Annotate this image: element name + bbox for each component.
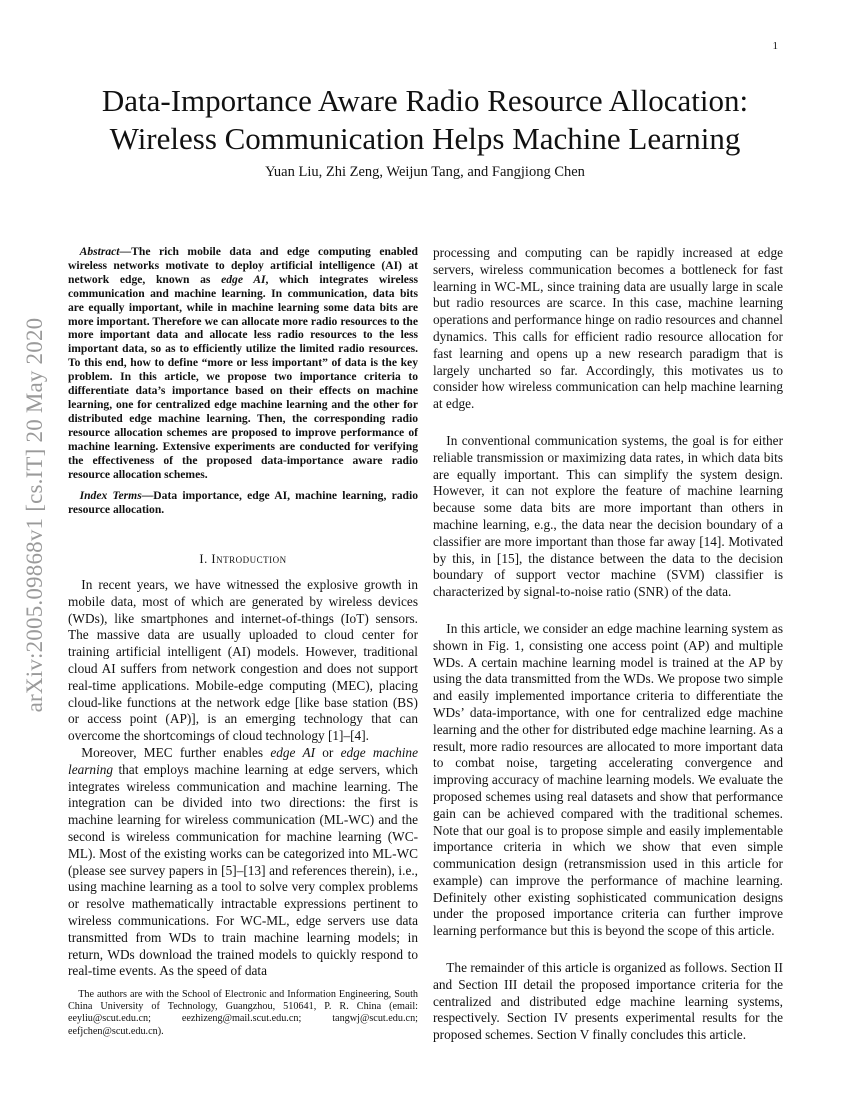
intro-p2-text-c: that employs machine learning at edge servers, which integrates wireless communication and machine learning. The integration can be divided into two directions: the first is machine learning for wireless communication (ML-WC) and the second is wireless communication for machine learning (WC-ML). Most of the existing works can be categorized into ML-WC (please see survey papers in [5]–[13] and references therein), i.e., using machine learning as a tool to solve very complex problems or resolve mathematically intractable expressions pertinent to wireless communications. For WC-ML, edge servers use data transmitted from WDs to train machine learning models; in return, WDs download the trained models to quickly respond to real-time events. As the speed of data [68,761,418,979]
abstract-label: Abstract [79,245,120,258]
arxiv-identifier-text: arXiv:2005.09868v1 [cs.IT] 20 May 2020 [22,317,47,713]
section-number: I. [199,552,212,567]
right-paragraph-3: In this article, we consider an edge machine learning system as shown in Fig. 1, consisting one access point (AP) and multiple WDs. A certain machine learning model is trained at the AP by using the data transmitted from the WDs. We propose two simple and easily implemented importance criteria to differentiate the WDs’ data-importance, with one for centralized edge machine learning and the other for distributed edge machine learning. As a result, more radio resources are allocated to more important data to combat noise, targeting accelerating convergence and improving accuracy of machine learning models. We evaluate the proposed schemes using real datasets and show that performance gain can be achieved compared with the traditional schemes. Note that our goal is to propose simple and easily implementable importance criteria in which we show that even simple communication design (retransmission used in this article for example) can improve the performance of machine learning. Definitely other existing sophisticated communication designs under the proposed importance criteria can further improve learning performance but this is beyond the scope of this article. [433,620,783,939]
intro-paragraph-2 [68,745,418,980]
abstract [68,245,418,481]
arxiv-identifier-stamp [16,265,54,765]
intro-p2-text-b: or [315,744,341,760]
right-paragraph-2: In conventional communication systems, the goal is for either reliable transmission or maximizing data rates, in which data bits are equally important. This can simplify the system design. However, it can not explore the feature of machine learning because some data bits are more important than others in machine learning, e.g., the data near the decision boundary of a classifier are more important than those far away [14]. Motivated by this, in [15], the distance between the data to the decision boundary of support vector machine (SVM) classifier is characterized by signal-to-noise ratio (SNR) of the data. [433,432,783,600]
left-column [68,245,418,980]
right-paragraph-4: The remainder of this article is organized as follows. Section II and Section III detail the proposed importance criteria for the centralized and distributed edge machine learning systems, respectively. Section IV presents experimental results for the proposed schemes. Section V finally concludes this article. [433,960,783,1043]
index-terms-text: —Data importance, edge AI, machine learning, radio resource allocation. [68,489,418,517]
intro-p2-text-a: Moreover, MEC further enables [81,744,271,760]
paper-title-line-1: Data-Importance Aware Radio Resource Allocation: [101,83,749,118]
paper-title-line-2: Wireless Communication Helps Machine Learning [109,121,741,156]
index-terms [68,489,418,517]
author-list: Yuan Liu, Zhi Zeng, Weijun Tang, and Fangjiong Chen [265,164,585,180]
right-column [433,245,783,1064]
intro-paragraph-1: In recent years, we have witnessed the explosive growth in mobile data, most of which are generated by wireless devices (WDs), like smartphones and internet-of-things (IoT) sensors. The massive data are usually uploaded to cloud center for training artificial intelligent (AI) models. However, traditional cloud AI suffers from network congestion and does not support real-time applications. Mobile-edge computing (MEC), placing cloud-like functions at the network edge [like base station (BS) or access point (AP)], is an emerging technology that can overcome the shortcomings of cloud technology [1]–[4]. [68,577,418,744]
section-title: Introduction [211,552,287,567]
section-heading-introduction [68,551,418,568]
intro-p2-edge-ml: edge machine learning [68,744,418,777]
author-affiliation-footnote: The authors are with the School of Electronic and Information Engineering, South China University of Technology, Guangzhou, 510641, P. R. China (email: eeyliu@scut.edu.cn; eezhizeng@mail.scut.edu.cn; tangwj@scut.edu.cn; eefjchen@scut.edu.cn). [68,989,418,1037]
abstract-edge-ai: edge AI [221,272,266,286]
abstract-text-part-2: , which integrates wireless communication and machine learning. In communication, data bits are equally important, while in machine learning some data bits are more important. Therefore we can allocate more radio resources to the more important data and allocate less radio resources to the less important data, so as to efficiently utilize the limited radio resources. To this end, how to define “more or less important” of data is the key problem. In this article, we propose two importance criteria to differentiate data’s importance based on their effects on machine learning, one for centralized edge machine learning and the other for distributed edge machine learning. Then, the corresponding radio resource allocation schemes are proposed to improve performance of machine learning. Extensive experiments are conducted for verifying the effectiveness of the proposed data-importance aware radio resource allocation schemes. [68,272,418,481]
intro-p2-edge-ai: edge AI [270,744,316,760]
right-paragraph-1: processing and computing can be rapidly increased at edge servers, wireless communication becomes a bottleneck for fast learning in WC-ML, since training data are usually large in scale but radio resources are scarce. In this case, machine learning operations and performance hinge on radio resources and channel dynamics. This calls for efficient radio resource allocation for fast learning and opens up a new research paradigm that is largely uncharted so far. Accordingly, this motivates us to consider how wireless communication can help machine learning at edge. [433,245,783,412]
page-number: 1 [772,40,778,52]
index-terms-label: Index Terms [79,489,142,503]
abstract-text-part-1: —The rich mobile data and edge computing enabled wireless networks motivate to deploy artificial intelligence (AI) at network edge, known as [68,245,418,286]
paper-title [40,82,810,158]
